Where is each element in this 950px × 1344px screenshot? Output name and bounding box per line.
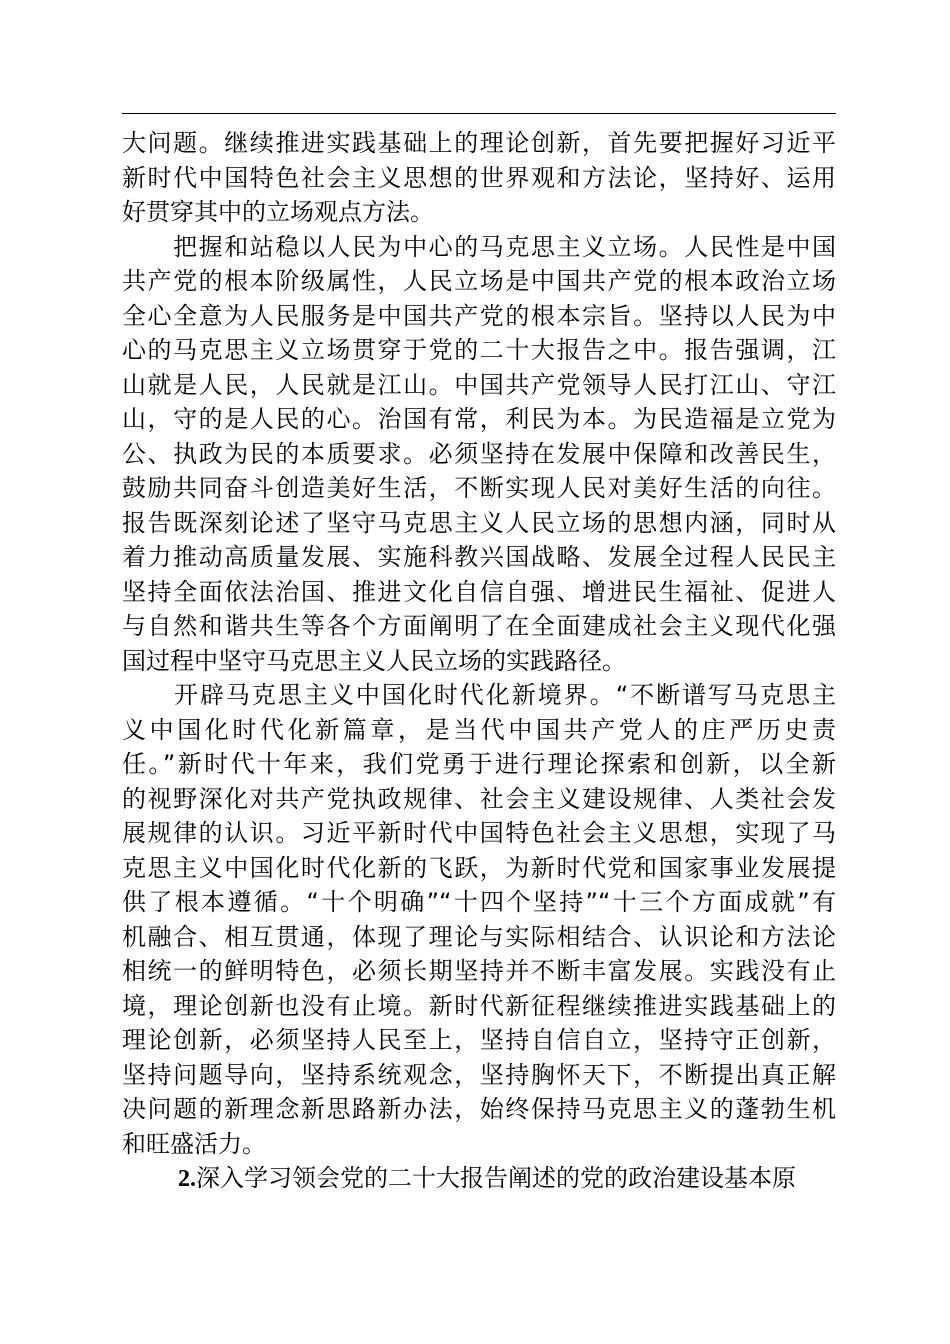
text-line: 全心全意为人民服务是中国共产党的根本宗旨。坚持以人民为中 — [122, 301, 836, 330]
text-line: 新时代中国特色社会主义思想的世界观和方法论，坚持好、运用 — [122, 163, 836, 192]
text-line: 的视野深化对共产党执政规律、社会主义建设规律、人类社会发 — [122, 784, 836, 813]
text-line: 山就是人民，人民就是江山。中国共产党领导人民打江山、守江 — [122, 370, 836, 399]
text-line: 鼓励共同奋斗创造美好生活，不断实现人民对美好生活的向往。 — [122, 474, 836, 502]
text-line: 和旺盛活力。 — [122, 1129, 266, 1158]
text-line: 共产党的根本阶级属性，人民立场是中国共产党的根本政治立场 — [122, 267, 836, 295]
paragraph-1 — [122, 126, 836, 230]
text-line: 把握和站稳以人民为中心的马克思主义立场。人民性是中国 — [122, 232, 836, 261]
text-line: 克思主义中国化时代化新的飞跃，为新时代党和国家事业发展提 — [122, 853, 836, 882]
text-line: 决问题的新理念新思路新办法，始终保持马克思主义的蓬勃生机 — [122, 1095, 836, 1123]
text-line: 心的马克思主义立场贯穿于党的二十大报告之中。报告强调，江 — [122, 336, 836, 364]
text-line: 供了根本遵循。“十个明确”“十四个坚持”“十三个方面成就”有 — [122, 888, 836, 916]
header-rule — [122, 113, 836, 114]
paragraph-3 — [122, 678, 836, 1161]
text-line: 山，守的是人民的心。治国有常，利民为本。为民造福是立党为 — [122, 405, 836, 433]
text-line: 与自然和谐共生等各个方面阐明了在全面建成社会主义现代化强 — [122, 612, 836, 640]
text-line: 报告既深刻论述了坚守马克思主义人民立场的思想内涵，同时从 — [122, 508, 836, 537]
text-line: 理论创新，必须坚持人民至上，坚持自信自立，坚持守正创新， — [122, 1026, 836, 1054]
document-body — [122, 126, 836, 1196]
text-line: 大问题。继续推进实践基础上的理论创新，首先要把握好习近平 — [122, 129, 836, 157]
text-line: 机融合、相互贯通，体现了理论与实际相结合、认识论和方法论 — [122, 922, 836, 951]
section-heading — [122, 1161, 836, 1196]
text-line: 相统一的鲜明特色，必须长期坚持并不断丰富发展。实践没有止 — [122, 957, 836, 985]
text-line: 国过程中坚守马克思主义人民立场的实践路径。 — [122, 646, 626, 675]
text-line: 展规律的认识。习近平新时代中国特色社会主义思想，实现了马 — [122, 819, 836, 847]
text-line: 着力推动高质量发展、实施科教兴国战略、发展全过程人民民主 — [122, 543, 836, 571]
text-line: 开辟马克思主义中国化时代化新境界。“不断谱写马克思主 — [122, 681, 836, 709]
text-line: 坚持全面依法治国、推进文化自信自强、增进民生福祉、促进人 — [122, 577, 836, 606]
text-line: 任。”新时代十年来，我们党勇于进行理论探索和创新，以全新 — [122, 750, 836, 778]
text-line: 境，理论创新也没有止境。新时代新征程继续推进实践基础上的 — [122, 991, 836, 1020]
section-number: 2. — [178, 1166, 196, 1192]
text-line: 公、执政为民的本质要求。必须坚持在发展中保障和改善民生， — [122, 439, 836, 468]
text-line: 坚持问题导向，坚持系统观念，坚持胸怀天下，不断提出真正解 — [122, 1060, 836, 1089]
text-line: 好贯穿其中的立场观点方法。 — [122, 198, 434, 226]
text-line: 义中国化时代化新篇章，是当代中国共产党人的庄严历史责 — [122, 715, 836, 744]
paragraph-2 — [122, 230, 836, 679]
section-heading-text: 深入学习领会党的二十大报告阐述的党的政治建设基本原 — [196, 1164, 796, 1192]
